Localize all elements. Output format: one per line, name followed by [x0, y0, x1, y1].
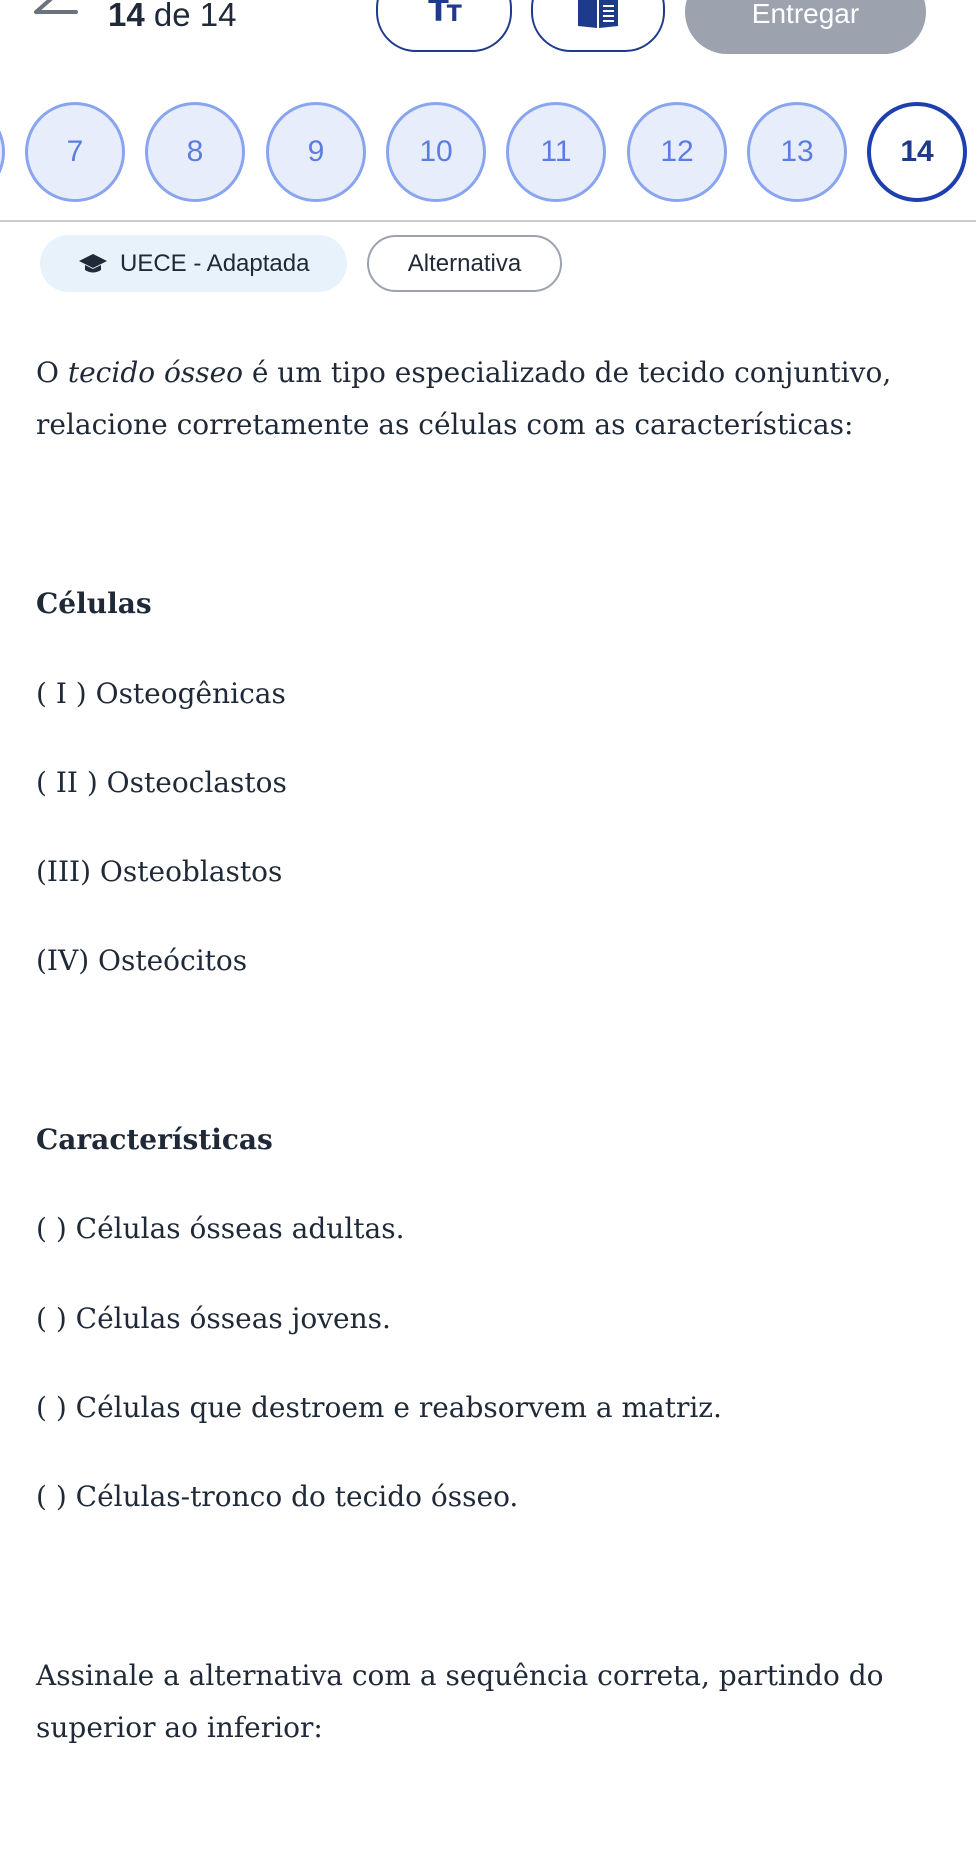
- question-nav-12[interactable]: 12: [627, 102, 727, 202]
- instruction-line2: superior ao inferior:: [36, 1711, 323, 1744]
- top-bar: [0, 0, 976, 60]
- cells-heading: Células: [36, 587, 152, 620]
- feature-item: ( ) Células-tronco do tecido ósseo.: [36, 1480, 519, 1513]
- question-nav-14[interactable]: 14: [867, 102, 967, 202]
- book-icon: [576, 0, 620, 30]
- graduation-cap-icon: [78, 253, 108, 275]
- question-nav-9[interactable]: 9: [266, 102, 366, 202]
- intro-italic: tecido ósseo: [67, 356, 244, 389]
- divider: [0, 220, 976, 222]
- question-type-label: Alternativa: [407, 249, 522, 277]
- question-intro-line1: [36, 356, 891, 389]
- reading-button[interactable]: [531, 0, 665, 52]
- feature-item: ( ) Células ósseas adultas.: [36, 1212, 405, 1245]
- features-heading: Características: [36, 1123, 273, 1156]
- question-navigator: [0, 102, 976, 202]
- feature-item: ( ) Células que destroem e reabsorvem a matriz.: [36, 1391, 722, 1424]
- instruction-line1: Assinale a alternativa com a sequência correta, partindo do: [36, 1659, 884, 1692]
- counter-total: de 14: [153, 0, 237, 33]
- text-size-icon: TT: [428, 0, 460, 29]
- counter-current: 14: [108, 0, 145, 33]
- question-counter: [108, 0, 236, 34]
- back-button[interactable]: [30, 0, 80, 30]
- feature-item: ( ) Células ósseas jovens.: [36, 1302, 391, 1335]
- question-nav-13[interactable]: 13: [747, 102, 847, 202]
- question-nav-partial[interactable]: [0, 102, 5, 202]
- cell-item: (IV) Osteócitos: [36, 944, 248, 977]
- question-intro-line2: relacione corretamente as células com as características:: [36, 408, 854, 441]
- cell-item: ( I ) Osteogênicas: [36, 677, 286, 710]
- arrow-left-icon: [30, 0, 80, 30]
- question-nav-7[interactable]: 7: [25, 102, 125, 202]
- font-size-button[interactable]: [376, 0, 512, 52]
- exam-tag: [40, 235, 347, 292]
- question-nav-8[interactable]: 8: [145, 102, 245, 202]
- question-nav-11[interactable]: 11: [506, 102, 606, 202]
- cell-item: ( II ) Osteoclastos: [36, 766, 287, 799]
- intro-rest: é um tipo especializado de tecido conjuntivo,: [243, 356, 892, 389]
- submit-button[interactable]: Entregar: [685, 0, 926, 54]
- intro-prefix: O: [36, 356, 68, 389]
- question-nav-10[interactable]: 10: [386, 102, 486, 202]
- question-type-tag: [367, 235, 562, 292]
- exam-tag-label: UECE - Adaptada: [120, 249, 310, 277]
- cell-item: (III) Osteoblastos: [36, 855, 283, 888]
